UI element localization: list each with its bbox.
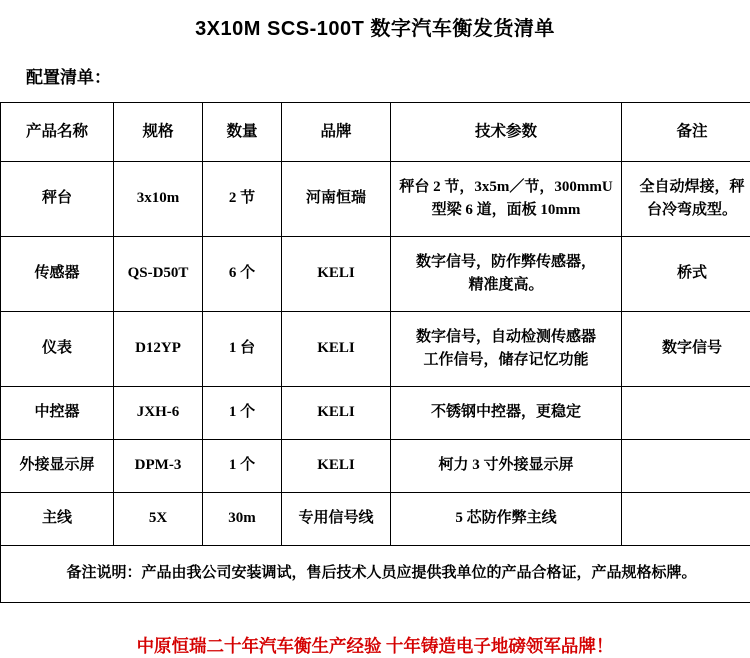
cell-brand: KELI	[282, 387, 391, 440]
cell-tech-line-1: 秤台 2 节，3x5m／节，300mmU	[395, 176, 617, 199]
cell-product-name: 仪表	[1, 312, 114, 387]
cell-product-name: 秤台	[1, 162, 114, 237]
cell-tech-params	[391, 162, 622, 237]
cell-tech-line-2: 型梁 6 道，面板 10mm	[395, 199, 617, 222]
cell-quantity: 2 节	[203, 162, 282, 237]
table-row	[1, 162, 750, 237]
table-footer-note-row	[1, 546, 750, 603]
cell-spec: D12YP	[114, 312, 203, 387]
cell-brand: KELI	[282, 237, 391, 312]
column-header-quantity: 数量	[203, 103, 282, 162]
cell-tech-params: 柯力 3 寸外接显示屏	[391, 440, 622, 493]
cell-tech-line-1: 数字信号，防作弊传感器，	[395, 251, 617, 274]
cell-brand: 河南恒瑞	[282, 162, 391, 237]
cell-tech-params: 5 芯防作弊主线	[391, 493, 622, 546]
cell-remarks	[622, 162, 750, 237]
cell-quantity: 6 个	[203, 237, 282, 312]
table-row	[1, 387, 750, 440]
cell-spec: QS-D50T	[114, 237, 203, 312]
cell-spec: 3x10m	[114, 162, 203, 237]
cell-quantity: 1 个	[203, 387, 282, 440]
cell-product-name: 主线	[1, 493, 114, 546]
cell-product-name: 中控器	[1, 387, 114, 440]
cell-spec: JXH-6	[114, 387, 203, 440]
table-footer-note: 备注说明：产品由我公司安装调试，售后技术人员应提供我单位的产品合格证，产品规格标牌。	[1, 546, 750, 603]
cell-tech-params	[391, 312, 622, 387]
cell-quantity: 1 台	[203, 312, 282, 387]
section-subtitle: 配置清单：	[26, 63, 750, 88]
cell-remarks: 桥式	[622, 237, 750, 312]
cell-spec: DPM-3	[114, 440, 203, 493]
cell-tech-line-2: 精准度高。	[395, 274, 617, 297]
cell-quantity: 30m	[203, 493, 282, 546]
column-header-tech-params: 技术参数	[391, 103, 622, 162]
cell-remark-line-2: 台冷弯成型。	[626, 199, 750, 222]
cell-remarks: 数字信号	[622, 312, 750, 387]
page-title: 3X10M SCS-100T 数字汽车衡发货清单	[0, 0, 750, 41]
column-header-product-name: 产品名称	[1, 103, 114, 162]
cell-remark-line-1: 全自动焊接，秤	[626, 176, 750, 199]
cell-quantity: 1 个	[203, 440, 282, 493]
column-header-remarks: 备注	[622, 103, 750, 162]
cell-tech-line-2: 工作信号，储存记忆功能	[395, 349, 617, 372]
cell-product-name: 传感器	[1, 237, 114, 312]
cell-tech-line-1: 数字信号，自动检测传感器	[395, 326, 617, 349]
cell-remarks	[622, 387, 750, 440]
cell-tech-params: 不锈钢中控器，更稳定	[391, 387, 622, 440]
cell-brand: 专用信号线	[282, 493, 391, 546]
table-row	[1, 493, 750, 546]
table-header-row	[1, 103, 750, 162]
cell-brand: KELI	[282, 440, 391, 493]
table-row	[1, 440, 750, 493]
cell-remarks	[622, 440, 750, 493]
configuration-table	[0, 102, 750, 603]
cell-tech-params	[391, 237, 622, 312]
cell-brand: KELI	[282, 312, 391, 387]
footer-slogan: 中原恒瑞二十年汽车衡生产经验 十年铸造电子地磅领军品牌！	[0, 633, 750, 658]
cell-product-name: 外接显示屏	[1, 440, 114, 493]
table-row	[1, 312, 750, 387]
column-header-spec: 规格	[114, 103, 203, 162]
cell-remarks	[622, 493, 750, 546]
cell-spec: 5X	[114, 493, 203, 546]
column-header-brand: 品牌	[282, 103, 391, 162]
table-row	[1, 237, 750, 312]
